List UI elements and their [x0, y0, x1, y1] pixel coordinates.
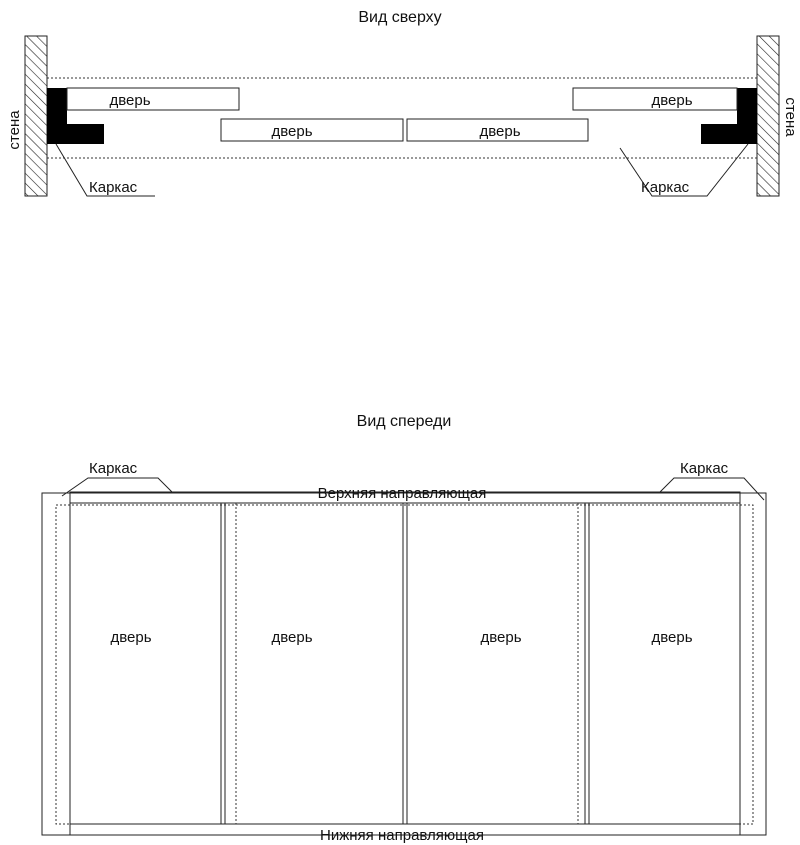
left-wall-label: стена: [6, 110, 23, 150]
top-door-1-label: дверь: [109, 92, 151, 109]
right-wall-label: стена: [782, 97, 799, 137]
right-wall: [757, 36, 779, 196]
top-door-4-label: дверь: [651, 92, 693, 109]
front-frame-outer: [42, 493, 766, 835]
top-door-1: [67, 88, 239, 110]
front-left-frame-label: Каркас: [89, 460, 138, 477]
front-view: [42, 413, 766, 844]
right-frame-label: Каркас: [641, 179, 690, 196]
front-door-4: [585, 503, 589, 824]
front-right-frame-leader: [660, 478, 764, 500]
front-right-frame-label: Каркас: [680, 460, 729, 477]
front-door-2-label: дверь: [271, 629, 313, 646]
top-rail-label: Верхняя направляющая: [317, 485, 487, 502]
front-frame-inner: [56, 505, 753, 824]
left-frame-label: Каркас: [89, 179, 138, 196]
front-door-3: [407, 503, 578, 824]
front-door-1: [221, 503, 225, 824]
top-view-title: Вид сверху: [358, 9, 442, 26]
top-view: [6, 9, 799, 196]
top-door-2-label: дверь: [271, 123, 313, 140]
front-door-1-label: дверь: [110, 629, 152, 646]
front-door-3-label: дверь: [480, 629, 522, 646]
top-door-3-label: дверь: [479, 123, 521, 140]
front-door-4-label: дверь: [651, 629, 693, 646]
front-door-2: [236, 503, 403, 824]
left-wall: [25, 36, 47, 196]
front-view-title: Вид спереди: [356, 413, 452, 430]
bottom-rail-label: Нижняя направляющая: [320, 827, 484, 844]
